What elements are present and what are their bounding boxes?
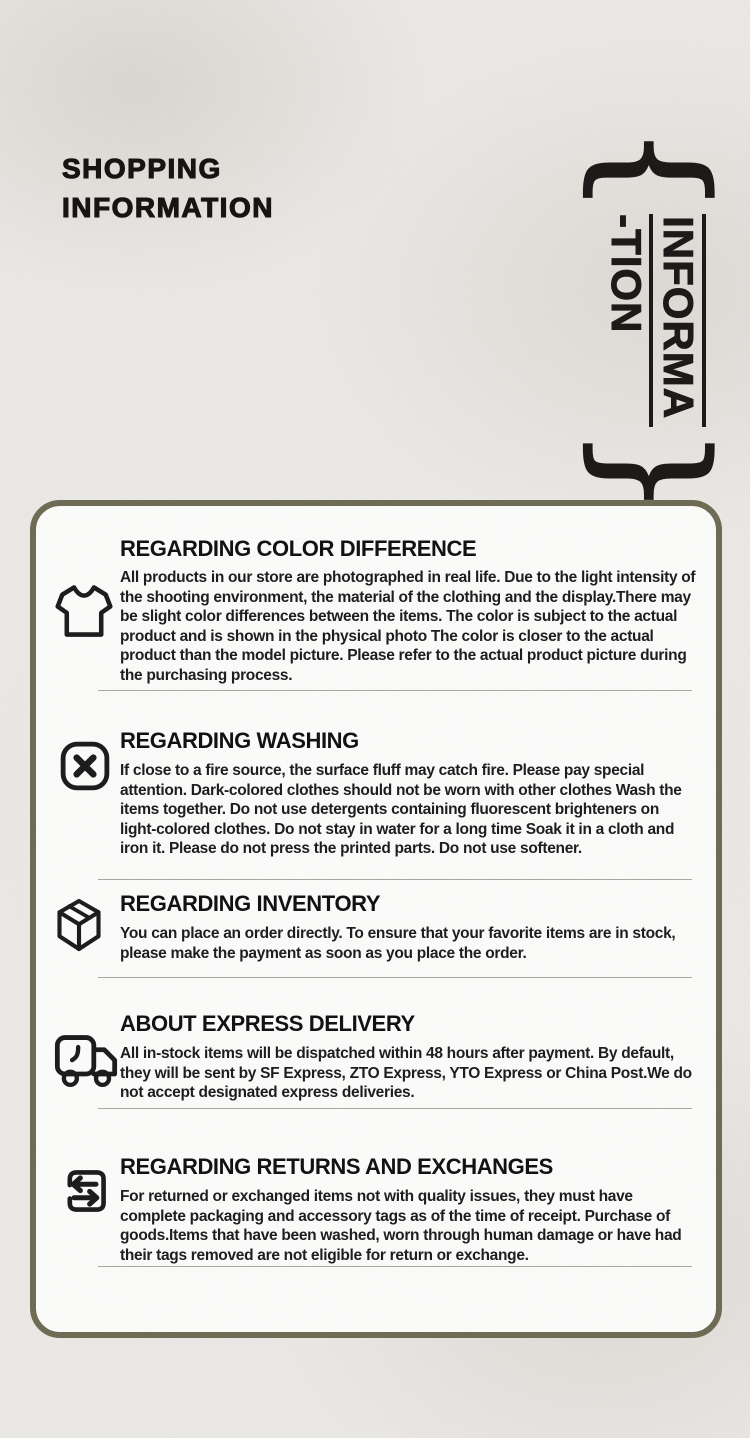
- section-heading: REGARDING WASHING: [120, 728, 359, 753]
- section-body: You can place an order directly. To ensure that your favorite items are in stock, please make the payment as soon as you place the order.: [120, 925, 676, 962]
- page-title: [62, 149, 274, 227]
- decorative-brace-close: }: [573, 427, 737, 517]
- section-divider: [98, 879, 692, 880]
- no-wash-icon: [57, 738, 113, 794]
- package-box-icon: [55, 896, 103, 954]
- decorative-brace-open: {: [573, 125, 737, 215]
- section-body: For returned or exchanged items not with quality issues, they must have complete packaging and accessory tags as of the time of receipt. Purchase of goods.Items that have been washed, worn through human damage or have had their tags removed are not eligible for return or exchange.: [120, 1188, 682, 1264]
- page-title-line2: INFORMATION: [62, 191, 274, 223]
- exchange-arrows-icon: [58, 1163, 112, 1219]
- section-divider: [98, 1108, 692, 1109]
- section-divider: [98, 690, 692, 691]
- information-side-banner: [573, 125, 737, 517]
- information-label-line2: -TION: [603, 214, 650, 334]
- information-vertical-label: [604, 214, 706, 427]
- section-body: All products in our store are photographed in real life. Due to the light intensity of the shooting environment, the material of the clothing and the display.There may be slight color differences between the items. The color is subject to the actual product and is shown in the physical photo The color is closer to the actual product than the model picture. Please refer to the actual product picture during the purchasing process.: [120, 569, 696, 684]
- section-body: If close to a fire source, the surface fluff may catch fire. Please pay special attention. Dark-colored clothes should not be worn with other clothes Wash the items together. Do not use detergents containing fluorescent brighteners on light-colored clothes. Do not stay in water for a long time Soak it in a cloth and iron it. Please do not press the printed parts. Do not use softener.: [120, 762, 682, 858]
- info-card: [30, 500, 722, 1338]
- page-title-line1: SHOPPING: [62, 152, 222, 184]
- section-heading: REGARDING INVENTORY: [120, 891, 381, 916]
- section-heading: REGARDING RETURNS AND EXCHANGES: [120, 1154, 553, 1179]
- information-label-line1: INFORMA: [649, 214, 706, 427]
- section-divider: [98, 977, 692, 978]
- section-body: All in-stock items will be dispatched within 48 hours after payment. By default, they will be sent by SF Express, ZTO Express, YTO Express or China Post.We do not accept designated express deliveries.: [120, 1045, 692, 1102]
- section-divider: [98, 1266, 692, 1267]
- section-heading: ABOUT EXPRESS DELIVERY: [120, 1011, 415, 1036]
- tshirt-icon: [55, 573, 113, 649]
- section-heading: REGARDING COLOR DIFFERENCE: [120, 536, 477, 561]
- delivery-truck-icon: [53, 1031, 119, 1091]
